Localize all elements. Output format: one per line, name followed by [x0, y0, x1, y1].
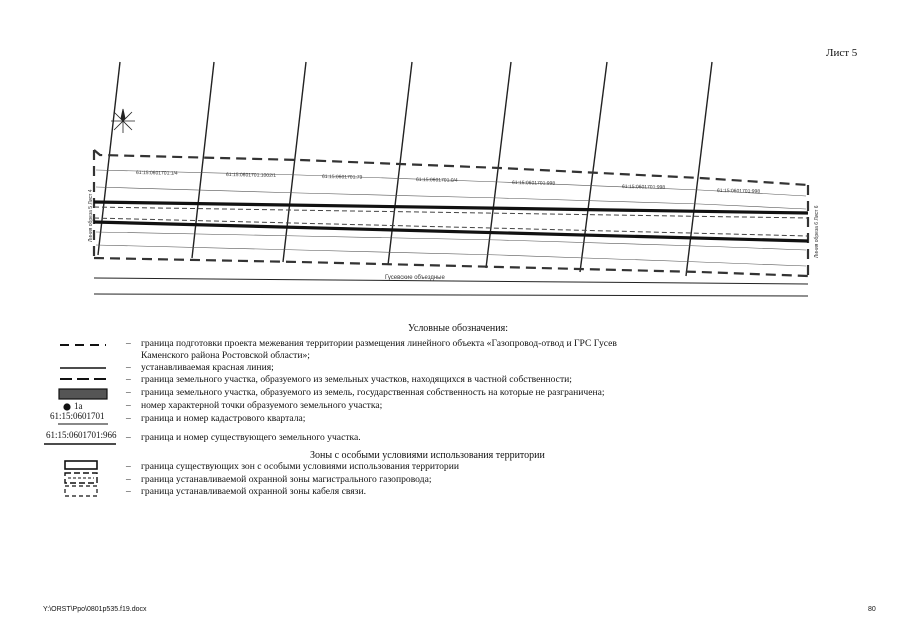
legend-item-quarter: граница и номер кадастрового квартала; [141, 413, 306, 424]
zones-title: Зоны с особыми условиями использования территории [310, 450, 545, 461]
quarter-number-label: 61:15:0601701 [50, 411, 105, 421]
legend-item-red-line: устанавливаемая красная линия; [141, 362, 274, 373]
legend-item-point: номер характерной точки образуемого земельного участка; [141, 400, 383, 411]
zone-item-gas-pipeline: граница устанавливаемой охранной зоны магистрального газопровода; [141, 474, 432, 485]
private-parcel-symbol [60, 376, 106, 382]
legend-dash: – [126, 374, 131, 385]
legend-item-private-parcel: граница земельного участка, образуемого из земельных участков, находящихся в частной собственности; [141, 374, 572, 385]
parcel-label: 61:15:0601701:79 [321, 174, 363, 181]
legend-dash: – [126, 474, 131, 485]
zone-item-existing: граница существующих зон с особыми условиями использования территории [141, 461, 459, 472]
parcel-number-label: 61:15:0601701:966 [46, 430, 117, 440]
road-label: Гусевские объездные [385, 275, 445, 281]
existing-parcel-symbol [44, 442, 116, 446]
parcel-label: 61:15:0601701:998 [511, 180, 556, 187]
page-number: 80 [868, 606, 876, 613]
document-path: Y:\ORST\Ppo\0801p535.f19.docx [43, 606, 147, 613]
parcel-label: 61:15:0601701:1/4 [135, 170, 178, 177]
legend-dash: – [126, 486, 131, 497]
legend-title: Условные обозначения: [408, 323, 509, 334]
legend-item-state-parcel: граница земельного участка, образуемого из земель, государственная собственность на которые не разграничена; [141, 387, 605, 398]
cable-zone-symbol [64, 485, 98, 497]
right-edge-label: Линия обреза 6 Лист 6 [814, 205, 820, 258]
legend-item-existing-parcel: граница и номер существующего земельного участка. [141, 432, 361, 443]
existing-zone-symbol [64, 460, 98, 470]
legend-dash: – [126, 413, 131, 424]
sheet-number: Лист 5 [826, 47, 858, 59]
legend-item-boundary: граница подготовки проекта межевания территории размещения линейного объекта «Газопровод-отвод и ГРС Гусев [141, 338, 617, 349]
legend-dash: – [126, 387, 131, 398]
legend-dash: – [126, 400, 131, 411]
parcel-label: 61:15:0601701:1002/1 [225, 172, 277, 179]
red-line-symbol [60, 365, 106, 371]
quarter-boundary-symbol [58, 422, 108, 426]
legend-item-boundary-cont: Каменского района Ростовской области»; [141, 350, 310, 361]
point-number-label: 1а [74, 401, 83, 411]
parcel-label: 61:15:0601701:0/4 [415, 177, 458, 184]
state-parcel-symbol [58, 388, 108, 400]
legend-dash: – [126, 461, 131, 472]
legend-dash: – [126, 362, 131, 373]
parcel-label: 61:15:0601701:998 [716, 188, 761, 195]
parcel-label: 61:15:0601701:998 [621, 184, 666, 191]
boundary-dash-symbol [60, 341, 106, 349]
site-plan-drawing [0, 0, 905, 310]
gas-pipeline-zone-symbol [64, 472, 98, 484]
legend-dash: – [126, 432, 131, 443]
legend-dash: – [126, 338, 131, 349]
zone-item-cable: граница устанавливаемой охранной зоны кабеля связи. [141, 486, 367, 497]
left-edge-label: Линия обреза 5 Лист 4 [88, 189, 94, 242]
